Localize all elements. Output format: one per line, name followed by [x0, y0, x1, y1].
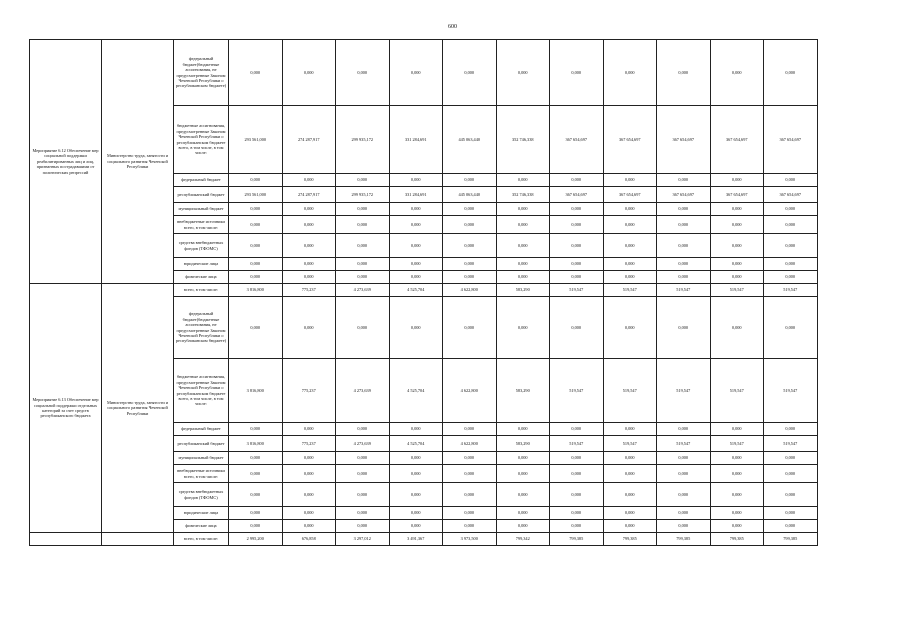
value-cell: 0,000 — [710, 216, 764, 234]
value-cell: 0,000 — [657, 520, 711, 533]
table-row — [30, 40, 818, 106]
value-cell: 0,000 — [229, 452, 283, 465]
value-cell: 519,547 — [657, 359, 711, 423]
value-cell: 0,000 — [550, 507, 604, 520]
value-cell: 775,237 — [282, 436, 336, 452]
value-cell: 0,000 — [657, 423, 711, 436]
table-row — [30, 284, 818, 297]
value-cell: 0,000 — [764, 297, 818, 359]
value-cell: 0,000 — [229, 423, 283, 436]
value-cell: 519,547 — [764, 284, 818, 297]
value-cell: 445 063,440 — [443, 187, 497, 203]
funding-source: физические лица — [174, 271, 229, 284]
funding-source: всего, в том числе: — [174, 284, 229, 297]
funding-source: муниципальный бюджет — [174, 452, 229, 465]
value-cell: 519,547 — [657, 436, 711, 452]
value-cell: 0,000 — [229, 174, 283, 187]
value-cell: 0,000 — [496, 216, 550, 234]
value-cell: 367 654,697 — [657, 187, 711, 203]
value-cell: 0,000 — [550, 483, 604, 507]
value-cell: 0,000 — [336, 297, 390, 359]
value-cell: 0,000 — [282, 258, 336, 271]
value-cell: 0,000 — [764, 423, 818, 436]
value-cell: 0,000 — [282, 40, 336, 106]
value-cell: 3 973,500 — [443, 533, 497, 546]
funding-source: средства внебюджетных фондов (ТФОМС) — [174, 234, 229, 258]
value-cell: 0,000 — [603, 465, 657, 483]
value-cell: 0,000 — [336, 465, 390, 483]
value-cell: 0,000 — [710, 423, 764, 436]
value-cell: 0,000 — [603, 297, 657, 359]
value-cell: 0,000 — [282, 174, 336, 187]
value-cell: 3 491,367 — [389, 533, 443, 546]
value-cell: 0,000 — [657, 216, 711, 234]
value-cell: 331 284,691 — [389, 187, 443, 203]
value-cell: 331 284,691 — [389, 106, 443, 174]
value-cell: 0,000 — [443, 216, 497, 234]
value-cell: 799,385 — [710, 533, 764, 546]
value-cell: 352 746,338 — [496, 187, 550, 203]
value-cell: 0,000 — [603, 258, 657, 271]
funding-source: внебюджетные источники всего, в том числе: — [174, 216, 229, 234]
value-cell: 0,000 — [229, 297, 283, 359]
value-cell: 0,000 — [389, 234, 443, 258]
value-cell: 0,000 — [710, 203, 764, 216]
executor-name: Министерство труда, занятости и социального развития Чеченской Республики — [102, 40, 174, 284]
value-cell: 799,385 — [657, 533, 711, 546]
value-cell: 0,000 — [550, 258, 604, 271]
value-cell: 0,000 — [389, 258, 443, 271]
value-cell: 519,547 — [550, 436, 604, 452]
budget-table — [29, 39, 818, 546]
value-cell: 0,000 — [336, 271, 390, 284]
value-cell: 0,000 — [550, 271, 604, 284]
value-cell: 0,000 — [229, 203, 283, 216]
value-cell: 799,385 — [764, 533, 818, 546]
value-cell: 3 816,800 — [229, 436, 283, 452]
value-cell: 274 287,917 — [282, 106, 336, 174]
value-cell: 0,000 — [229, 483, 283, 507]
value-cell: 293 561,000 — [229, 106, 283, 174]
value-cell: 0,000 — [389, 465, 443, 483]
value-cell: 519,547 — [550, 284, 604, 297]
value-cell: 0,000 — [710, 258, 764, 271]
value-cell: 4 622,800 — [443, 359, 497, 423]
funding-source: юридические лица — [174, 258, 229, 271]
value-cell: 0,000 — [710, 297, 764, 359]
value-cell: 0,000 — [496, 483, 550, 507]
value-cell: 799,385 — [603, 533, 657, 546]
value-cell: 0,000 — [550, 520, 604, 533]
value-cell: 0,000 — [229, 258, 283, 271]
value-cell: 0,000 — [710, 483, 764, 507]
value-cell: 0,000 — [710, 465, 764, 483]
value-cell: 0,000 — [603, 520, 657, 533]
value-cell: 0,000 — [336, 258, 390, 271]
value-cell: 0,000 — [282, 483, 336, 507]
funding-source: внебюджетные источники всего, в том числе: — [174, 465, 229, 483]
value-cell: 0,000 — [657, 452, 711, 465]
value-cell: 0,000 — [389, 40, 443, 106]
value-cell: 367 654,697 — [764, 106, 818, 174]
funding-source: физические лица — [174, 520, 229, 533]
value-cell: 0,000 — [764, 507, 818, 520]
measure-name — [30, 533, 102, 546]
value-cell: 0,000 — [603, 203, 657, 216]
value-cell: 0,000 — [657, 234, 711, 258]
value-cell: 0,000 — [443, 271, 497, 284]
measure-name: Мероприятие 6.12 Обеспечение мер социальной поддержки реабилитированных лиц и лиц, признанных пострадавшими от политических репрессий — [30, 40, 102, 284]
value-cell: 0,000 — [550, 203, 604, 216]
value-cell: 0,000 — [336, 520, 390, 533]
value-cell: 0,000 — [550, 40, 604, 106]
value-cell: 0,000 — [496, 174, 550, 187]
value-cell: 0,000 — [764, 452, 818, 465]
value-cell: 0,000 — [443, 520, 497, 533]
value-cell: 0,000 — [710, 174, 764, 187]
value-cell: 367 654,697 — [550, 106, 604, 174]
value-cell: 0,000 — [603, 216, 657, 234]
value-cell: 4 525,704 — [389, 436, 443, 452]
value-cell: 367 654,697 — [603, 187, 657, 203]
value-cell: 0,000 — [764, 483, 818, 507]
value-cell: 0,000 — [443, 507, 497, 520]
value-cell: 4 273,639 — [336, 284, 390, 297]
value-cell: 0,000 — [710, 520, 764, 533]
value-cell: 4 622,800 — [443, 284, 497, 297]
value-cell: 0,000 — [496, 507, 550, 520]
value-cell: 0,000 — [282, 507, 336, 520]
value-cell: 299 935,172 — [336, 106, 390, 174]
value-cell: 0,000 — [229, 507, 283, 520]
value-cell: 0,000 — [443, 423, 497, 436]
value-cell: 0,000 — [389, 423, 443, 436]
value-cell: 3 297,012 — [336, 533, 390, 546]
value-cell: 4 273,639 — [336, 436, 390, 452]
value-cell: 0,000 — [389, 271, 443, 284]
value-cell: 0,000 — [496, 452, 550, 465]
value-cell: 0,000 — [229, 234, 283, 258]
value-cell: 0,000 — [336, 216, 390, 234]
value-cell: 0,000 — [282, 297, 336, 359]
value-cell: 0,000 — [229, 520, 283, 533]
value-cell: 0,000 — [496, 271, 550, 284]
value-cell: 0,000 — [657, 507, 711, 520]
value-cell: 799,342 — [496, 533, 550, 546]
value-cell: 0,000 — [389, 174, 443, 187]
value-cell: 4 525,704 — [389, 284, 443, 297]
value-cell: 0,000 — [550, 465, 604, 483]
funding-source: федеральный бюджет — [174, 174, 229, 187]
value-cell: 0,000 — [550, 174, 604, 187]
value-cell: 0,000 — [336, 423, 390, 436]
value-cell: 0,000 — [496, 423, 550, 436]
value-cell: 0,000 — [550, 423, 604, 436]
value-cell: 2 995,200 — [229, 533, 283, 546]
value-cell: 0,000 — [764, 520, 818, 533]
value-cell: 0,000 — [336, 507, 390, 520]
value-cell: 519,547 — [710, 359, 764, 423]
value-cell: 0,000 — [496, 465, 550, 483]
value-cell: 0,000 — [710, 507, 764, 520]
funding-source: федеральный бюджет — [174, 423, 229, 436]
value-cell: 519,547 — [550, 359, 604, 423]
funding-source: бюджетные ассигнования, предусмотренные Законом Чеченской Республики о республиканском бюджете всего, в том числе, в том числе: — [174, 106, 229, 174]
value-cell: 0,000 — [336, 203, 390, 216]
value-cell: 519,547 — [603, 284, 657, 297]
value-cell: 0,000 — [764, 465, 818, 483]
value-cell: 352 746,338 — [496, 106, 550, 174]
value-cell: 445 063,440 — [443, 106, 497, 174]
value-cell: 0,000 — [764, 271, 818, 284]
value-cell: 0,000 — [443, 452, 497, 465]
value-cell: 0,000 — [764, 234, 818, 258]
value-cell: 0,000 — [603, 483, 657, 507]
value-cell: 0,000 — [389, 520, 443, 533]
value-cell: 0,000 — [764, 40, 818, 106]
value-cell: 0,000 — [282, 423, 336, 436]
funding-source: федеральный бюджет(бюджетные ассигнования, не предусмотренные Законом Чеченской Республики о республиканском бюджете) — [174, 297, 229, 359]
value-cell: 299 935,172 — [336, 187, 390, 203]
value-cell: 0,000 — [443, 297, 497, 359]
value-cell: 0,000 — [710, 234, 764, 258]
value-cell: 0,000 — [550, 452, 604, 465]
funding-source: бюджетные ассигнования, предусмотренные Законом Чеченской Республики о республиканском бюджете всего, в том числе, в том числе: — [174, 359, 229, 423]
value-cell: 0,000 — [657, 40, 711, 106]
value-cell: 0,000 — [443, 234, 497, 258]
value-cell: 0,000 — [657, 271, 711, 284]
value-cell: 0,000 — [229, 216, 283, 234]
value-cell: 775,237 — [282, 359, 336, 423]
value-cell: 0,000 — [443, 40, 497, 106]
value-cell: 4 525,704 — [389, 359, 443, 423]
value-cell: 519,547 — [764, 436, 818, 452]
value-cell: 0,000 — [443, 465, 497, 483]
value-cell: 0,000 — [282, 234, 336, 258]
value-cell: 0,000 — [657, 174, 711, 187]
value-cell: 0,000 — [603, 174, 657, 187]
value-cell: 519,547 — [710, 284, 764, 297]
executor-name — [102, 533, 174, 546]
value-cell: 0,000 — [229, 40, 283, 106]
value-cell: 0,000 — [710, 452, 764, 465]
value-cell: 0,000 — [389, 507, 443, 520]
value-cell: 0,000 — [336, 40, 390, 106]
value-cell: 519,547 — [657, 284, 711, 297]
value-cell: 367 654,697 — [657, 106, 711, 174]
value-cell: 0,000 — [710, 271, 764, 284]
value-cell: 0,000 — [657, 258, 711, 271]
value-cell: 0,000 — [550, 234, 604, 258]
value-cell: 0,000 — [550, 297, 604, 359]
value-cell: 0,000 — [496, 234, 550, 258]
funding-source: муниципальный бюджет — [174, 203, 229, 216]
value-cell: 0,000 — [282, 271, 336, 284]
value-cell: 0,000 — [336, 452, 390, 465]
value-cell: 0,000 — [282, 216, 336, 234]
value-cell: 0,000 — [443, 258, 497, 271]
value-cell: 775,237 — [282, 284, 336, 297]
value-cell: 0,000 — [496, 203, 550, 216]
value-cell: 0,000 — [710, 40, 764, 106]
value-cell: 799,385 — [550, 533, 604, 546]
value-cell: 0,000 — [764, 216, 818, 234]
value-cell: 583,290 — [496, 284, 550, 297]
value-cell: 367 654,697 — [603, 106, 657, 174]
value-cell: 0,000 — [496, 297, 550, 359]
measure-name: Мероприятие 6.13 Обеспечение мер социальной поддержки отдельных категорий за счет средств республиканского бюджета — [30, 284, 102, 533]
value-cell: 0,000 — [336, 174, 390, 187]
value-cell: 0,000 — [389, 203, 443, 216]
funding-source: федеральный бюджет(бюджетные ассигнования, не предусмотренные Законом Чеченской Республики о республиканском бюджете) — [174, 40, 229, 106]
funding-source: всего, в том числе: — [174, 533, 229, 546]
value-cell: 0,000 — [657, 483, 711, 507]
value-cell: 0,000 — [229, 465, 283, 483]
value-cell: 519,547 — [764, 359, 818, 423]
value-cell: 0,000 — [282, 452, 336, 465]
value-cell: 0,000 — [389, 297, 443, 359]
funding-source: средства внебюджетных фондов (ТФОМС) — [174, 483, 229, 507]
page-number: 600 — [448, 24, 457, 30]
value-cell: 0,000 — [603, 507, 657, 520]
value-cell: 0,000 — [657, 465, 711, 483]
value-cell: 0,000 — [443, 203, 497, 216]
value-cell: 519,547 — [603, 436, 657, 452]
value-cell: 3 816,800 — [229, 359, 283, 423]
funding-source: юридические лица — [174, 507, 229, 520]
value-cell: 0,000 — [603, 40, 657, 106]
value-cell: 0,000 — [229, 271, 283, 284]
value-cell: 0,000 — [657, 203, 711, 216]
value-cell: 0,000 — [550, 216, 604, 234]
value-cell: 0,000 — [443, 174, 497, 187]
value-cell: 4 273,639 — [336, 359, 390, 423]
funding-source: республиканский бюджет — [174, 436, 229, 452]
value-cell: 583,290 — [496, 359, 550, 423]
value-cell: 3 816,800 — [229, 284, 283, 297]
table-row — [30, 533, 818, 546]
value-cell: 0,000 — [496, 520, 550, 533]
value-cell: 367 654,697 — [550, 187, 604, 203]
value-cell: 0,000 — [389, 216, 443, 234]
value-cell: 293 561,000 — [229, 187, 283, 203]
funding-source: республиканский бюджет — [174, 187, 229, 203]
value-cell: 0,000 — [443, 483, 497, 507]
value-cell: 4 622,800 — [443, 436, 497, 452]
value-cell: 0,000 — [496, 258, 550, 271]
value-cell: 0,000 — [496, 40, 550, 106]
value-cell: 519,547 — [603, 359, 657, 423]
value-cell: 0,000 — [603, 452, 657, 465]
value-cell: 367 654,697 — [764, 187, 818, 203]
value-cell: 0,000 — [282, 465, 336, 483]
value-cell: 0,000 — [764, 203, 818, 216]
value-cell: 519,547 — [710, 436, 764, 452]
value-cell: 367 654,697 — [710, 187, 764, 203]
value-cell: 0,000 — [282, 520, 336, 533]
value-cell: 0,000 — [389, 483, 443, 507]
value-cell: 0,000 — [336, 234, 390, 258]
value-cell: 0,000 — [336, 483, 390, 507]
value-cell: 0,000 — [603, 423, 657, 436]
value-cell: 0,000 — [389, 452, 443, 465]
value-cell: 0,000 — [764, 174, 818, 187]
value-cell: 0,000 — [603, 271, 657, 284]
value-cell: 0,000 — [603, 234, 657, 258]
executor-name: Министерство труда, занятости и социального развития Чеченской Республики — [102, 284, 174, 533]
value-cell: 0,000 — [657, 297, 711, 359]
value-cell: 0,000 — [282, 203, 336, 216]
value-cell: 274 287,917 — [282, 187, 336, 203]
value-cell: 676,858 — [282, 533, 336, 546]
value-cell: 0,000 — [764, 258, 818, 271]
value-cell: 367 654,697 — [710, 106, 764, 174]
value-cell: 583,290 — [496, 436, 550, 452]
